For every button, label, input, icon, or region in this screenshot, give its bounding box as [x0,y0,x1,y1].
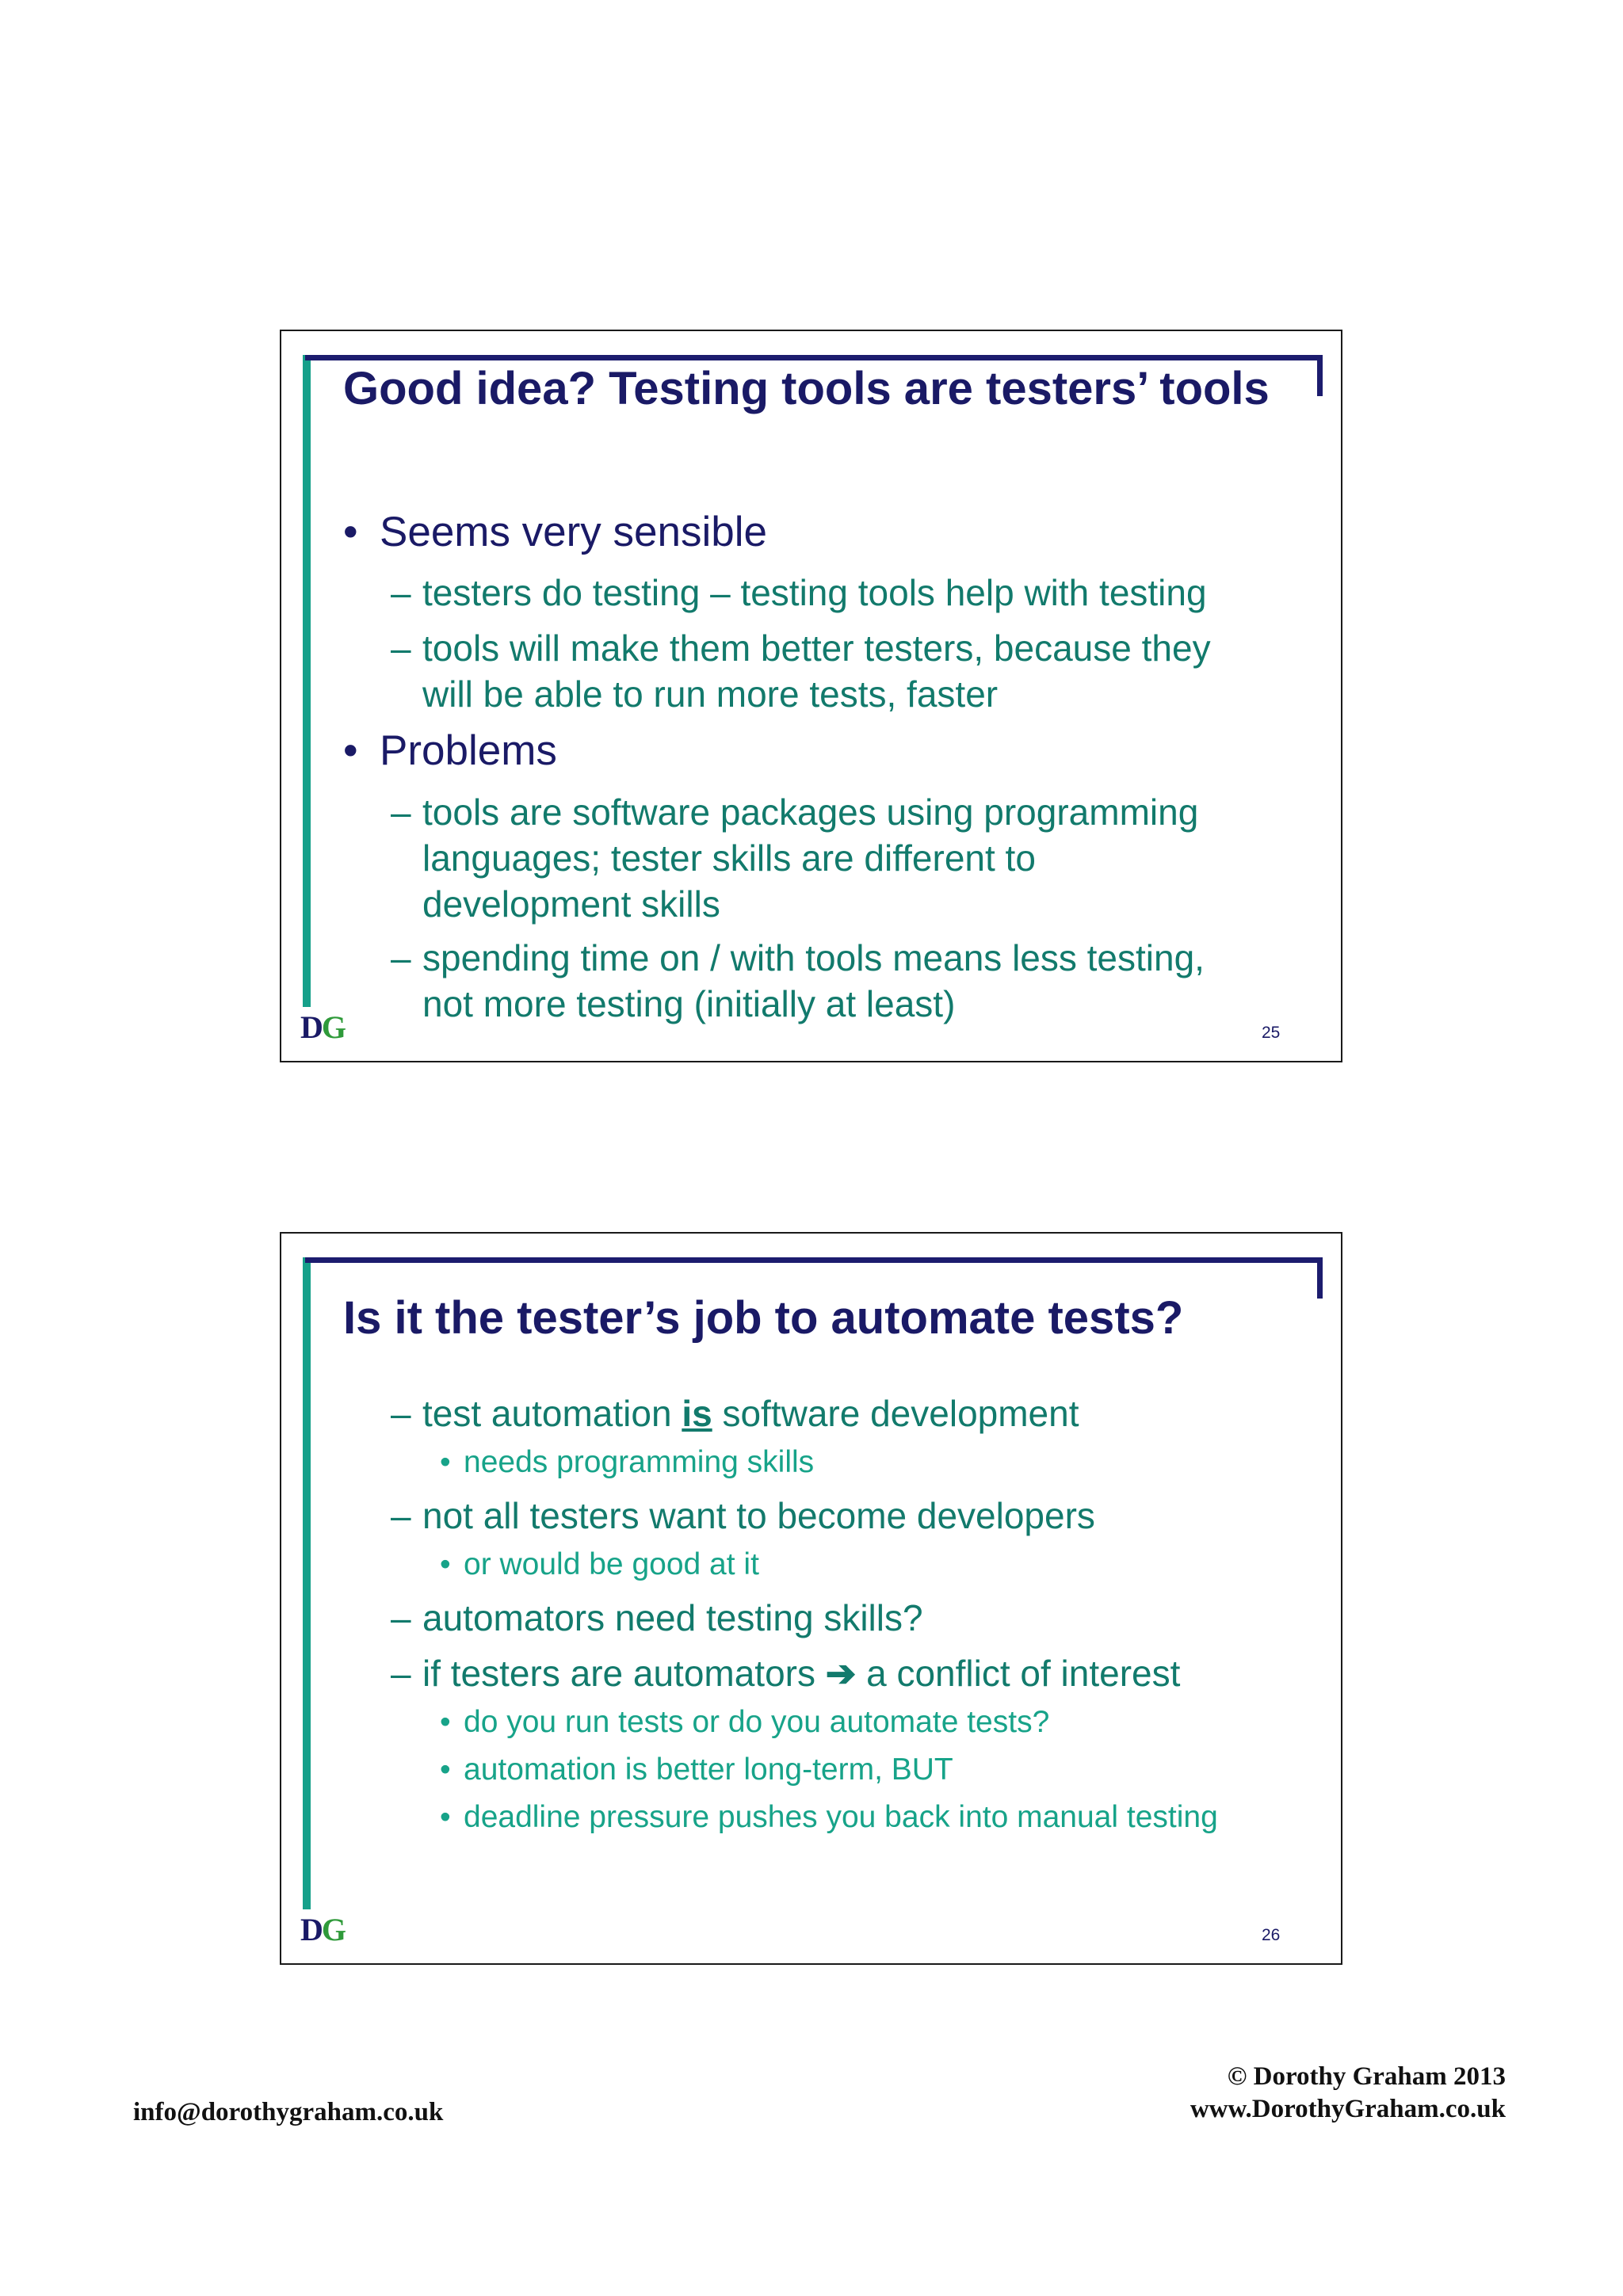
bullet-level1: • Problems [343,726,557,776]
footer-email: info@dorothygraham.co.uk [133,2098,444,2126]
arrow-right-icon: ➔ [825,1653,857,1694]
slide-title: Good idea? Testing tools are testers’ tools [343,363,1270,414]
slide-26: Is it the tester’s job to automate tests? – test automation is software development • needs programming skills – not all testers want to become developers • or would be good at it – automators need testing skills? – if testers are automators ➔ a conflict of interest • do you run tests or do you automate tests? • automation is better long-term, BUT • deadline pressure pushes you back into manual testing DG 26 [280,1232,1342,1965]
slide-title: Is it the tester’s job to automate tests? [343,1292,1184,1344]
bullet-icon: • [440,1753,451,1787]
dash-icon: – [391,627,411,669]
footer-copyright: © Dorothy Graham 2013 [1227,2062,1506,2091]
dash-icon: – [391,937,411,978]
frame-bar-top [305,1257,1323,1263]
emphasis: is [682,1393,712,1434]
bullet-icon: • [440,1445,451,1479]
bullet-icon: • [343,509,358,555]
bullet-icon: • [440,1800,451,1834]
bullet-icon: • [440,1547,451,1581]
bullet-icon: • [343,727,358,774]
footer-website: www.DorothyGraham.co.uk [1190,2095,1506,2123]
dash-icon: – [391,1597,411,1638]
dash-icon: – [391,1393,411,1434]
dg-logo: DG [300,1009,346,1045]
page-number: 26 [1262,1926,1281,1944]
dash-icon: – [391,1495,411,1536]
bullet-level1: • Seems very sensible [343,507,767,558]
accent-bar [303,1257,311,1909]
frame-bar-right [1317,1257,1323,1299]
dash-icon: – [391,791,411,833]
accent-bar [303,355,311,1007]
page-number: 25 [1262,1024,1281,1042]
frame-bar-right [1317,355,1323,396]
dash-icon: – [391,1653,411,1694]
slide-25: Good idea? Testing tools are testers’ tools • Seems very sensible – testers do testing – testing tools help with testing – tools will make them better testers, because they will be able to run more tests, faster • Problems – tools are software packages using programming languages; tester skills are different to development skills – spending time on / with tools means less testing, not more testing (initially at least) DG 25 [280,330,1342,1062]
dg-logo: DG [300,1912,346,1947]
bullet-icon: • [440,1705,451,1739]
dash-icon: – [391,572,411,613]
